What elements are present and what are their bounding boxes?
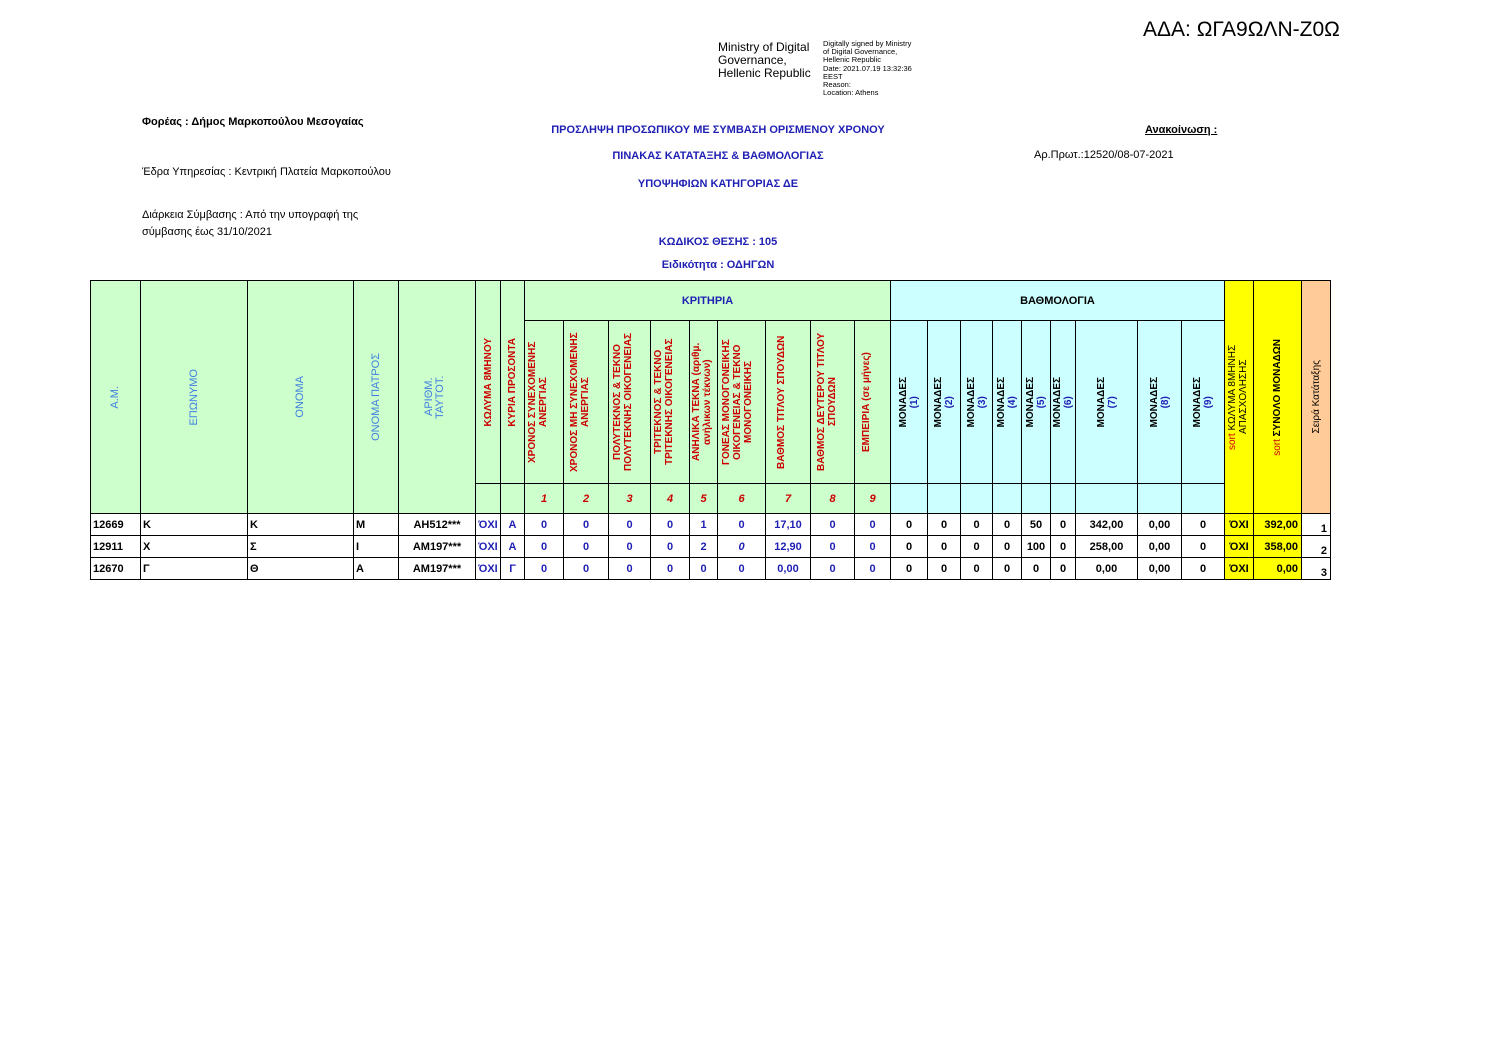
criterion-number: 2 [564, 484, 609, 514]
cell-kritirio-2: 0 [564, 558, 609, 580]
cell-monades-8: 0,00 [1138, 558, 1182, 580]
cell-kritirio-9: 0 [855, 558, 891, 580]
cell-eponymo: Χ [141, 536, 248, 558]
header-kritirio-3: ΠΟΛΥΤΕΚΝΟΣ & ΤΕΚΝΟ ΠΟΛΥΤΕΚΝΗΣ ΟΙΚΟΓΕΝΕΙΑΣ [609, 321, 651, 484]
header-number-blank [928, 484, 961, 514]
criterion-number: 5 [690, 484, 718, 514]
header-number-blank [1182, 484, 1225, 514]
signature-line: of Digital Governance, [823, 47, 898, 57]
cell-monades-8: 0,00 [1138, 536, 1182, 558]
header-synolo: sort ΣΥΝΟΛΟ ΜΟΝΑΔΩΝ [1254, 281, 1302, 514]
header-monades-6: ΜΟΝΑΔΕΣ (6) [1051, 321, 1076, 484]
table-row [91, 514, 1331, 536]
cell-onoma-patros: Ι [354, 536, 399, 558]
cell-kritirio-3: 0 [609, 558, 651, 580]
doc-title-3: ΥΠΟΨΗΦΙΩΝ ΚΑΤΗΓΟΡΙΑΣ ΔΕ [637, 178, 799, 190]
header-kritirio-5: ΑΝΗΛΙΚΑ ΤΕΚΝΑ (αριθμ. ανήλικων τέκνων) [690, 321, 718, 484]
cell-kritirio-2: 0 [564, 536, 609, 558]
cell-synolo: 358,00 [1254, 536, 1302, 558]
signature-line: Location: Athens [823, 88, 879, 98]
cell-kolyma: ΌΧΙ [476, 558, 501, 580]
cell-onoma: Θ [248, 558, 354, 580]
cell-kritirio-3: 0 [609, 536, 651, 558]
cell-taytotita: ΑΜ197*** [399, 536, 476, 558]
cell-monades-1: 0 [891, 536, 928, 558]
doc-title-1: ΠΡΟΣΛΗΨΗ ΠΡΟΣΩΠΙΚΟΥ ΜΕ ΣΥΜΒΑΣΗ ΟΡΙΣΜΕΝΟΥ ΧΡΟΝΟΥ [551, 124, 885, 136]
group-vathmologia: ΒΑΘΜΟΛΟΓΙΑ [891, 281, 1225, 321]
header-number-blank [993, 484, 1022, 514]
cell-am: 12669 [91, 514, 141, 536]
cell-monades-2: 0 [928, 536, 961, 558]
header-kritirio-7: ΒΑΘΜΟΣ ΤΙΤΛΟΥ ΣΠΟΥΔΩΝ [766, 321, 811, 484]
cell-monades-5: 50 [1022, 514, 1051, 536]
header-eponymo: ΕΠΩΝΥΜΟ [141, 281, 248, 514]
header-kolyma-apasxolisis: sort ΚΩΛΥΜΑ 8ΜΗΝΗΣ ΑΠΑΣΧΟΛΗΣΗΣ [1225, 281, 1254, 514]
cell-kolyma-apasxolisis: ΌΧΙ [1225, 514, 1254, 536]
cell-monades-2: 0 [928, 514, 961, 536]
header-onoma-patros: ΟΝΟΜΑ ΠΑΤΡΟΣ [354, 281, 399, 514]
sort-label: sort [1272, 438, 1283, 456]
header-taytotita: ΑΡΙΘΜ. ΤΑΥΤΟΤ. [399, 281, 476, 514]
cell-onoma-patros: Μ [354, 514, 399, 536]
cell-kritirio-5: 1 [690, 514, 718, 536]
cell-monades-7: 342,00 [1076, 514, 1138, 536]
cell-monades-9: 0 [1182, 514, 1225, 536]
header-kolyma: ΚΩΛΥΜΑ 8ΜΗΝΟΥ [476, 281, 501, 484]
cell-kritirio-6: 0 [718, 514, 766, 536]
cell-kritirio-7: 0,00 [766, 558, 811, 580]
cell-eponymo: Κ [141, 514, 248, 536]
cell-synolo: 0,00 [1254, 558, 1302, 580]
header-number-blank [1138, 484, 1182, 514]
cell-seira: 1 [1302, 514, 1331, 536]
cell-kritirio-5: 2 [690, 536, 718, 558]
table-row [91, 558, 1331, 580]
header-monades-3: ΜΟΝΑΔΕΣ (3) [961, 321, 993, 484]
cell-kritirio-8: 0 [811, 536, 855, 558]
cell-am: 12911 [91, 536, 141, 558]
header-number-blank [891, 484, 928, 514]
header-onoma: ΟΝΟΜΑ [248, 281, 354, 514]
signature-name: Ministry of Digital Governance, Hellenic Republic [718, 40, 811, 80]
signature-line: Reason: [823, 80, 851, 90]
doc-title-2: ΠΙΝΑΚΑΣ ΚΑΤΑΤΑΞΗΣ & ΒΑΘΜΟΛΟΓΙΑΣ [612, 150, 824, 162]
cell-kolyma-apasxolisis: ΌΧΙ [1225, 558, 1254, 580]
signature-details [823, 40, 933, 97]
ranking-table [90, 280, 1331, 580]
header-monades-1: ΜΟΝΑΔΕΣ (1) [891, 321, 928, 484]
cell-kyria-prosonta: Α [501, 536, 525, 558]
cell-kritirio-1: 0 [525, 558, 564, 580]
cell-taytotita: ΑΗ512*** [399, 514, 476, 536]
cell-am: 12670 [91, 558, 141, 580]
cell-monades-2: 0 [928, 558, 961, 580]
header-monades-9: ΜΟΝΑΔΕΣ (9) [1182, 321, 1225, 484]
ada-code: ΑΔΑ: ΩΓΑ9ΩΛΝ-Ζ0Ω [1143, 18, 1340, 41]
cell-monades-4: 0 [993, 558, 1022, 580]
header-number-blank [501, 484, 525, 514]
cell-monades-7: 0,00 [1076, 558, 1138, 580]
cell-seira: 3 [1302, 558, 1331, 580]
header-monades-5: ΜΟΝΑΔΕΣ (5) [1022, 321, 1051, 484]
cell-monades-3: 0 [961, 536, 993, 558]
protocol-number: Αρ.Πρωτ.:12520/08-07-2021 [1034, 149, 1174, 161]
cell-kritirio-1: 0 [525, 514, 564, 536]
header-kritirio-9: ΕΜΠΕΙΡΙΑ (σε μήνες) [855, 321, 891, 484]
cell-monades-6: 0 [1051, 536, 1076, 558]
signature-line: Hellenic Republic [823, 55, 881, 65]
cell-kyria-prosonta: Γ [501, 558, 525, 580]
cell-kritirio-9: 0 [855, 536, 891, 558]
criterion-number: 6 [718, 484, 766, 514]
cell-kritirio-2: 0 [564, 514, 609, 536]
cell-onoma-patros: Α [354, 558, 399, 580]
cell-monades-4: 0 [993, 536, 1022, 558]
header-number-blank [1051, 484, 1076, 514]
cell-monades-9: 0 [1182, 536, 1225, 558]
header-monades-7: ΜΟΝΑΔΕΣ (7) [1076, 321, 1138, 484]
cell-onoma: Σ [248, 536, 354, 558]
cell-kritirio-8: 0 [811, 558, 855, 580]
header-kritirio-4: ΤΡΙΤΕΚΝΟΣ & ΤΕΚΝΟ ΤΡΙΤΕΚΝΗΣ ΟΙΚΟΓΕΝΕΙΑΣ [651, 321, 690, 484]
foreas: Φορέας : Δήμος Μαρκοπούλου Μεσογαίας [142, 116, 364, 128]
sort-label: sort [1227, 432, 1238, 450]
cell-onoma: Κ [248, 514, 354, 536]
cell-seira: 2 [1302, 536, 1331, 558]
cell-kritirio-6: 0 [718, 558, 766, 580]
cell-kritirio-5: 0 [690, 558, 718, 580]
cell-kolyma: ΌΧΙ [476, 536, 501, 558]
table-row [91, 536, 1331, 558]
header-am: Α.Μ. [91, 281, 141, 514]
cell-monades-7: 258,00 [1076, 536, 1138, 558]
header-kritirio-8: ΒΑΘΜΟΣ ΔΕΥΤΕΡΟΥ ΤΙΤΛΟΥ ΣΠΟΥΔΩΝ [811, 321, 855, 484]
cell-kritirio-7: 17,10 [766, 514, 811, 536]
header-seira: Σειρά Κατάταξης [1302, 281, 1331, 514]
cell-kritirio-4: 0 [651, 514, 690, 536]
criterion-number: 7 [766, 484, 811, 514]
cell-kolyma-apasxolisis: ΌΧΙ [1225, 536, 1254, 558]
header-kritirio-2: ΧΡΟΝΟΣ ΜΗ ΣΥΝΕΧΟΜΕΝΗΣ ΑΝΕΡΓΙΑΣ [564, 321, 609, 484]
cell-monades-1: 0 [891, 558, 928, 580]
header-monades-8: ΜΟΝΑΔΕΣ (8) [1138, 321, 1182, 484]
data-rows [91, 514, 1331, 580]
header-kritirio-6: ΓΟΝΕΑΣ ΜΟΝΟΓΟΝΕΙΚΗΣ ΟΙΚΟΓΕΝΕΙΑΣ & ΤΕΚΝΟ ΜΟΝΟΓΟΝΕΙΚΗΣ [718, 321, 766, 484]
cell-monades-1: 0 [891, 514, 928, 536]
cell-monades-3: 0 [961, 558, 993, 580]
cell-kolyma: ΌΧΙ [476, 514, 501, 536]
kodikos-thesis: ΚΩΔΙΚΟΣ ΘΕΣΗΣ : 105 [658, 236, 778, 248]
header-monades-4: ΜΟΝΑΔΕΣ (4) [993, 321, 1022, 484]
cell-taytotita: ΑΜ197*** [399, 558, 476, 580]
cell-monades-9: 0 [1182, 558, 1225, 580]
cell-monades-6: 0 [1051, 514, 1076, 536]
cell-kritirio-9: 0 [855, 514, 891, 536]
criterion-number: 4 [651, 484, 690, 514]
cell-monades-5: 0 [1022, 558, 1051, 580]
cell-monades-3: 0 [961, 514, 993, 536]
criterion-number: 3 [609, 484, 651, 514]
cell-kyria-prosonta: Α [501, 514, 525, 536]
cell-monades-5: 100 [1022, 536, 1051, 558]
criterion-number: 8 [811, 484, 855, 514]
cell-kritirio-1: 0 [525, 536, 564, 558]
cell-kritirio-6: 0 [718, 536, 766, 558]
anakoinosi-label: Ανακοίνωση : [1145, 124, 1218, 136]
cell-kritirio-4: 0 [651, 558, 690, 580]
signature-line: Date: 2021.07.19 13:32:36 [823, 63, 912, 73]
cell-monades-4: 0 [993, 514, 1022, 536]
cell-kritirio-3: 0 [609, 514, 651, 536]
criterion-number: 1 [525, 484, 564, 514]
signature-line: EEST [823, 71, 843, 81]
cell-monades-8: 0,00 [1138, 514, 1182, 536]
diarkeia-symvasis: Διάρκεια Σύμβασης : Από την υπογραφή της σύμβασης έως 31/10/2021 [142, 209, 359, 238]
edra-ypiresias: Έδρα Υπηρεσίας : Κεντρική Πλατεία Μαρκοπούλου [142, 166, 391, 178]
cell-eponymo: Γ [141, 558, 248, 580]
header-kyria-prosonta: ΚΥΡΙΑ ΠΡΟΣΟΝΤΑ [501, 281, 525, 484]
header-number-blank [961, 484, 993, 514]
cell-synolo: 392,00 [1254, 514, 1302, 536]
criterion-number: 9 [855, 484, 891, 514]
header-number-blank [1022, 484, 1051, 514]
cell-kritirio-7: 12,90 [766, 536, 811, 558]
signature-line: Digitally signed by Ministry [823, 39, 912, 48]
group-kritiria: ΚΡΙΤΗΡΙΑ [525, 281, 891, 321]
cell-monades-6: 0 [1051, 558, 1076, 580]
header-number-blank [1076, 484, 1138, 514]
header-monades-2: ΜΟΝΑΔΕΣ (2) [928, 321, 961, 484]
header-number-blank [476, 484, 501, 514]
cell-kritirio-4: 0 [651, 536, 690, 558]
header-kritirio-1: ΧΡΟΝΟΣ ΣΥΝΕΧΟΜΕΝΗΣ ΑΝΕΡΓΙΑΣ [525, 321, 564, 484]
eidikotita: Ειδικότητα : ΟΔΗΓΩΝ [661, 259, 775, 271]
cell-kritirio-8: 0 [811, 514, 855, 536]
